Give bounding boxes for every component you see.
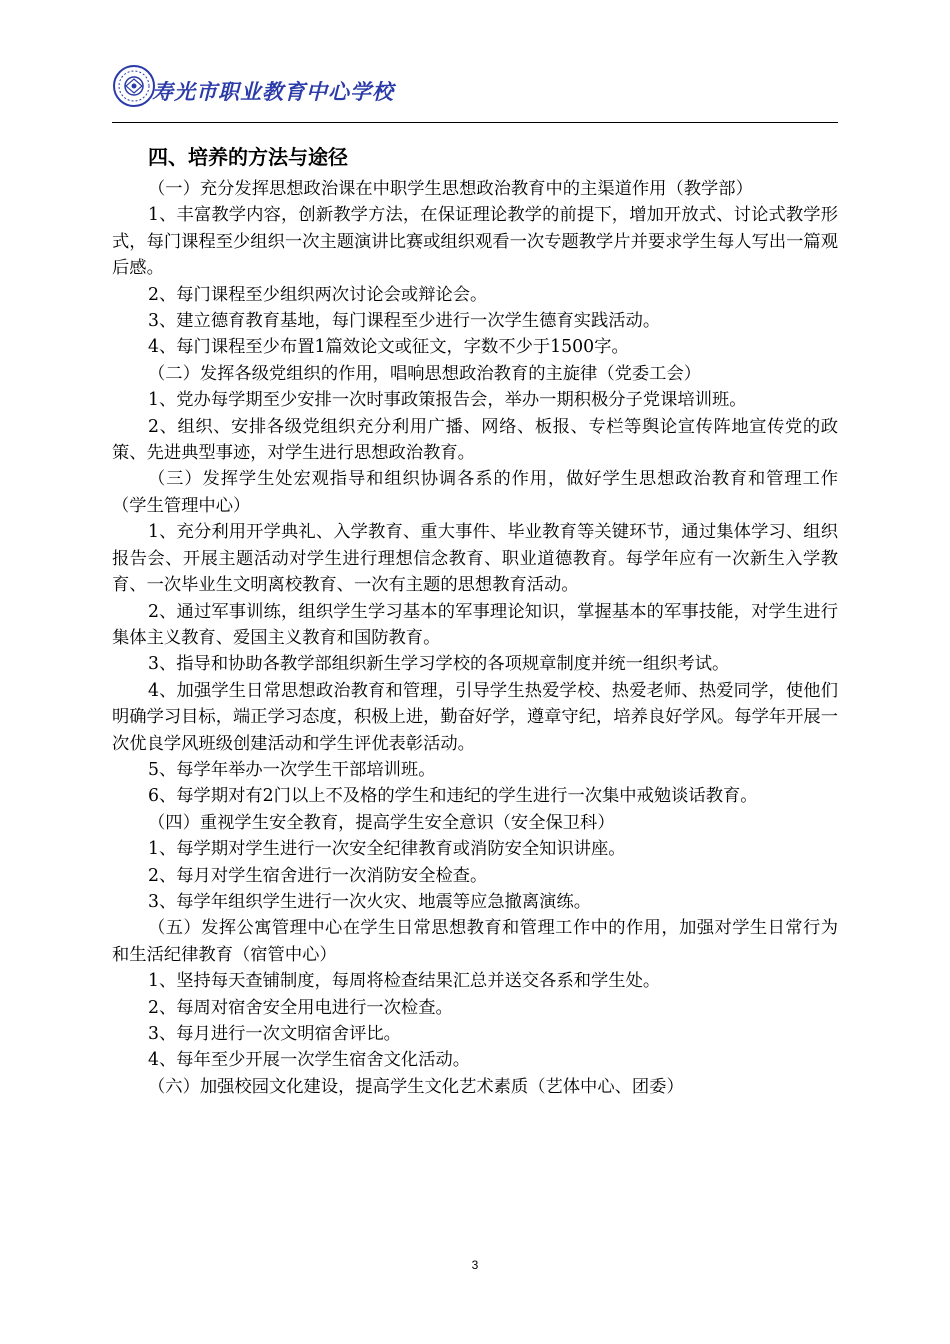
school-name: 寿光市职业教育中心学校 [152, 79, 394, 104]
paragraph: 3、每月进行一次文明宿舍评比。 [148, 1024, 401, 1044]
paragraph: 1、党办每学期至少安排一次时事政策报告会，举办一期积极分子党课培训班。 [148, 390, 747, 411]
paragraph: 3、指导和协助各教学部组织新生学习学校的各项规章制度并统一组织考试。 [148, 654, 730, 675]
paragraph: 4、每年至少开展一次学生宿舍文化活动。 [148, 1050, 471, 1071]
section-heading: 四、培养的方法与途径 [148, 145, 348, 169]
paragraph: 5、每学年举办一次学生干部培训班。 [148, 759, 436, 780]
paragraph: 3、每学年组织学生进行一次火灾、地震等应急撤离演练。 [148, 891, 592, 912]
paragraph: 1、每学期对学生进行一次安全纪律教育或消防安全知识讲座。 [148, 839, 626, 860]
paragraph: 4、每门课程至少布置1篇效论文或征文，字数不少于1500字。 [148, 337, 629, 358]
paragraph: 2、通过军事训练，组织学生学习基本的军事理论知识，掌握基本的军事技能，对学生进行集体主义教育、爱国主义教育和国防教育。 [112, 601, 838, 648]
paragraph: （一）充分发挥思想政治课在中职学生思想政治教育中的主渠道作用（教学部） [148, 179, 753, 199]
paragraph: 1、丰富教学内容，创新教学方法，在保证理论教学的前提下，增加开放式、讨论式教学形式，每门课程至少组织一次主题演讲比赛或组织观看一次专题教学片并要求学生每人写出一篇观后感。 [112, 205, 838, 279]
paragraph: （六）加强校园文化建设，提高学生文化艺术素质（艺体中心、团委） [148, 1076, 684, 1097]
paragraph: 1、充分利用开学典礼、入学教育、重大事件、毕业教育等关键环节，通过集体学习、组织报告会、开展主题活动对学生进行理想信念教育、职业道德教育。每学年应有一次新生入学教育、一次毕业生文明离校教育、一次有主题的思想教育活动。 [112, 522, 838, 596]
paragraph: 1、坚持每天查铺制度，每周将检查结果汇总并送交各系和学生处。 [148, 971, 661, 992]
paragraph: （二）发挥各级党组织的作用，唱响思想政治教育的主旋律（党委工会） [148, 363, 702, 384]
paragraph: 2、每周对宿舍安全用电进行一次检查。 [148, 997, 453, 1018]
paragraph: 2、每门课程至少组织两次讨论会或辩论会。 [148, 284, 488, 305]
paragraph: 3、建立德育教育基地，每门课程至少进行一次学生德育实践活动。 [148, 311, 661, 332]
paragraph: 6、每学期对有2门以上不及格的学生和违纪的学生进行一次集中戒勉谈话教育。 [148, 786, 758, 807]
document-body [112, 140, 838, 1100]
paragraph: （三）发挥学生处宏观指导和组织协调各系的作用，做好学生思想政治教育和管理工作（学生管理中心） [112, 469, 838, 516]
paragraph: （四）重视学生安全教育，提高学生安全意识（安全保卫科） [148, 812, 615, 833]
paragraph: （五）发挥公寓管理中心在学生日常思想教育和管理工作中的作用，加强对学生日常行为和生活纪律教育（宿管中心） [112, 918, 838, 965]
paragraph: 2、组织、安排各级党组织充分利用广播、网络、板报、专栏等舆论宣传阵地宣传党的政策、先进典型事迹，对学生进行思想政治教育。 [112, 416, 838, 464]
school-seal-icon [112, 64, 156, 108]
header-divider [112, 122, 838, 123]
paragraph: 2、每月对学生宿舍进行一次消防安全检查。 [148, 865, 488, 886]
paragraph: 4、加强学生日常思想政治教育和管理，引导学生热爱学校、热爱老师、热爱同学，使他们明确学习目标，端正学习态度，积极上进，勤奋好学，遵章守纪，培养良好学风。每学年开展一次优良学风班级创建活动和学生评优表彰活动。 [112, 680, 838, 754]
page-number: 3 [471, 1258, 479, 1272]
page-header [112, 62, 838, 124]
